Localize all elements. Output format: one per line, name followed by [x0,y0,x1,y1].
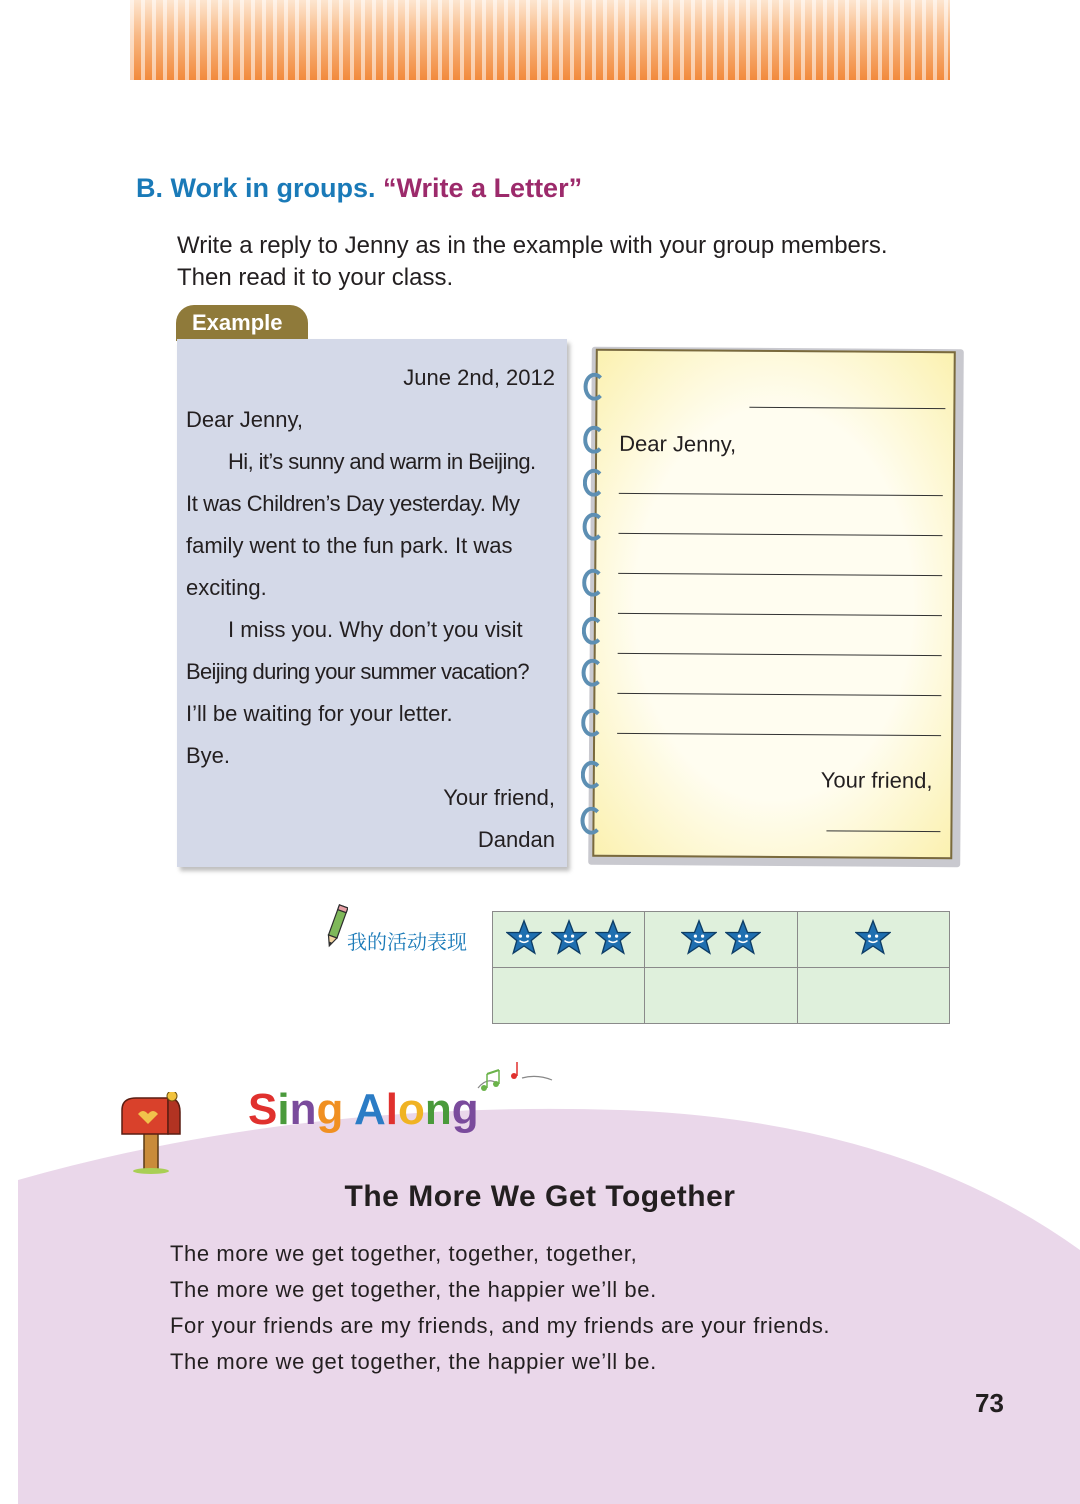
heading-letter: S [248,1085,278,1134]
section-activity-title: “Write a Letter” [383,173,583,203]
song-title: The More We Get Together [344,1180,736,1213]
section-heading [136,173,582,204]
writing-line[interactable] [618,653,942,656]
spiral-ring [581,709,603,737]
letter-body-line: Hi, it’s sunny and warm in Beijing. [228,449,536,474]
letter-date: June 2nd, 2012 [403,365,555,390]
heading-space [343,1085,354,1134]
lyric-line: For your friends are my friends, and my friends are your friends. [170,1313,831,1338]
rating-cell-three-stars [493,912,645,968]
star-icon [595,919,631,955]
music-notes-icon [470,1058,560,1108]
heading-letter: i [277,1085,290,1134]
spiral-ring [581,659,603,687]
heading-letter: l [385,1085,398,1134]
page-number: 73 [975,1388,1004,1418]
signature-blank-line[interactable] [826,830,940,832]
reply-notebook [588,347,964,868]
heading-letter: A [353,1085,386,1134]
writing-line[interactable] [618,613,942,616]
star-icon [681,919,717,955]
spiral-ring [583,426,605,454]
letter-greeting: Dear Jenny, [186,407,303,432]
spiral-ring [582,569,604,597]
spiral-ring [583,373,605,401]
letter-body-line: I’ll be waiting for your letter. [186,701,453,726]
rating-checkbox-cell[interactable] [493,968,645,1024]
instruction-line: Then read it to your class. [177,264,454,291]
rating-checkbox-cell[interactable] [797,968,949,1024]
star-icon [506,919,542,955]
top-decorative-banner [130,0,950,80]
heading-letter: o [397,1085,425,1134]
spiral-ring [583,469,605,497]
star-icon [551,919,587,955]
heading-letter: n [424,1085,452,1134]
instruction-line: Write a reply to Jenny as in the example with your group members. [177,232,888,259]
letter-body-line: Bye. [186,743,231,768]
letter-signature: Dandan [477,827,555,852]
notebook-closing: Your friend, [820,767,933,794]
lyric-line: The more we get together, together, together, [170,1241,638,1266]
letter-body-line: It was Children’s Day yesterday. My [186,491,520,516]
spiral-ring [581,761,603,789]
heading-letter: g [451,1085,479,1134]
star-icon [855,919,891,955]
rating-cell-two-stars [645,912,797,968]
writing-line[interactable] [619,533,943,536]
spiral-ring [582,513,604,541]
letter-body-line: I miss you. Why don’t you visit [228,617,523,642]
rating-cell-one-star [797,912,949,968]
rating-label: 我的活动表现 [347,930,467,954]
spiral-ring [580,807,602,835]
writing-line[interactable] [618,573,942,576]
lyric-line: The more we get together, the happier we’ll be. [170,1277,657,1302]
writing-line[interactable] [619,493,943,496]
example-tab: Example [176,305,308,341]
pencil-icon [324,903,348,949]
writing-line[interactable] [617,733,941,736]
notebook-page [592,349,956,860]
example-letter [177,339,567,867]
notebook-greeting: Dear Jenny, [619,430,737,457]
sing-along-heading [248,1085,479,1135]
letter-body-line: exciting. [186,575,267,600]
section-label: B. Work in groups. [136,173,376,203]
writing-line[interactable] [617,693,941,696]
letter-body-line: Beijing during your summer vacation? [186,659,529,684]
heading-letter: n [289,1085,317,1134]
letter-closing: Your friend, [443,785,555,810]
star-icon [725,919,761,955]
lyric-line: The more we get together, the happier we’ll be. [170,1349,657,1374]
spiral-ring [582,617,604,645]
date-blank-line[interactable] [749,407,945,409]
letter-body-line: family went to the fun park. It was [186,533,513,558]
rating-checkbox-cell[interactable] [645,968,797,1024]
mailbox-icon [118,1092,188,1174]
self-rating-table [492,911,950,1024]
heading-letter: g [316,1085,344,1134]
instruction-text [177,230,977,294]
